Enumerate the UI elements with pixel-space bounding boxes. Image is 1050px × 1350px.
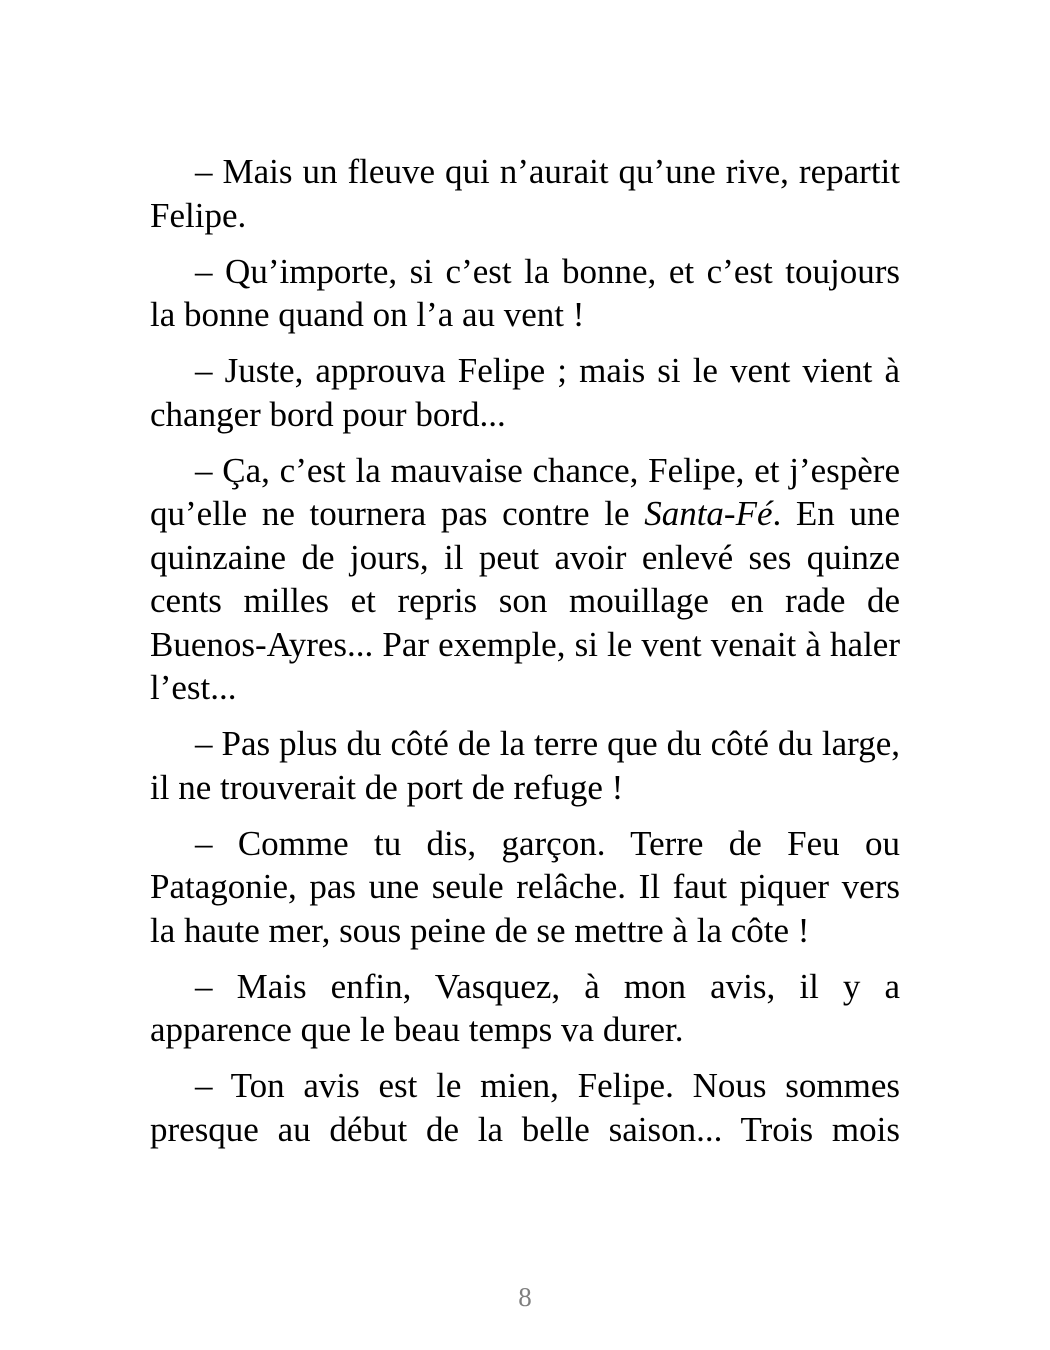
paragraph-8: – Ton avis est le mien, Felipe. Nous sommes presque au début de la belle saison... Trois mois xyxy=(150,1066,900,1149)
paragraph-4-after: . En une quinzaine de jours, il peut avoir enlevé ses quinze cents milles et repris son mouillage en rade de Buenos-Ayres... Par exemple, si le vent venait à haler l’est... xyxy=(150,494,900,707)
paragraph-4 xyxy=(150,449,900,710)
page-text xyxy=(150,150,900,1164)
paragraph-4-before: – Ça, c’est la mauvaise chance, Felipe, et j’espère qu’elle ne tournera pas contre le xyxy=(150,450,900,533)
paragraph-5: – Pas plus du côté de la terre que du côté du large, il ne trouverait de port de refuge ! xyxy=(150,724,900,807)
paragraph-2: – Qu’importe, si c’est la bonne, et c’est toujours la bonne quand on l’a au vent ! xyxy=(150,251,900,334)
ship-name: Santa-Fé xyxy=(644,494,773,533)
page-number: 8 xyxy=(518,1282,532,1312)
paragraph-3: – Juste, approuva Felipe ; mais si le vent vient à changer bord pour bord... xyxy=(150,351,900,434)
paragraph-1: – Mais un fleuve qui n’aurait qu’une rive, repartit Felipe. xyxy=(150,152,900,235)
paragraph-7: – Mais enfin, Vasquez, à mon avis, il y a apparence que le beau temps va durer. xyxy=(150,966,900,1049)
paragraph-6: – Comme tu dis, garçon. Terre de Feu ou Patagonie, pas une seule relâche. Il faut piquer vers la haute mer, sous peine de se mettre à la côte ! xyxy=(150,823,900,950)
